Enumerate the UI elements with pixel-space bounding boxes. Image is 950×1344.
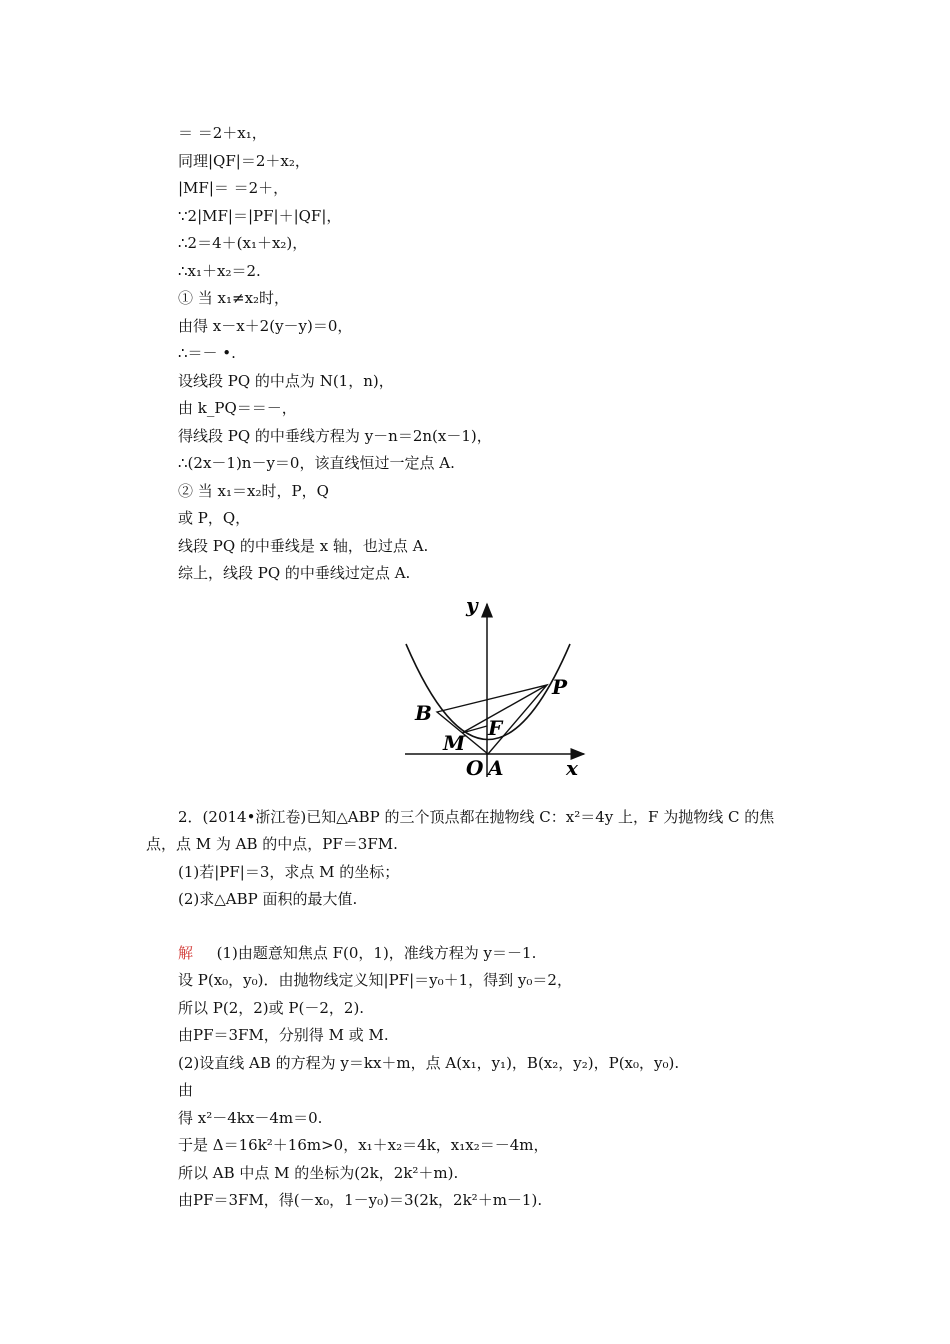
solution-line: 所以 AB 中点 M 的坐标为(2k，2k²＋m). bbox=[178, 1164, 459, 1182]
parabola-figure bbox=[400, 592, 600, 782]
solution-line: 由PF＝3FM，得(－x₀，1－y₀)＝3(2k，2k²＋m－1). bbox=[178, 1191, 543, 1209]
solution-line: 由PF＝3FM，分别得 M 或 M. bbox=[178, 1026, 389, 1044]
solution-line: 于是 Δ＝16k²＋16m>0，x₁＋x₂＝4k，x₁x₂＝－4m， bbox=[178, 1136, 549, 1154]
solution-line: 设线段 PQ 的中点为 N(1，n)， bbox=[178, 372, 394, 390]
label-y: y bbox=[466, 593, 478, 617]
label-b: B bbox=[415, 701, 432, 725]
solution-line: ∵2|MF|＝|PF|＋|QF|， bbox=[178, 207, 342, 225]
label-p: P bbox=[552, 675, 568, 699]
solution-line: 由 bbox=[178, 1081, 194, 1099]
label-x: x bbox=[566, 756, 578, 780]
label-a: A bbox=[488, 756, 504, 780]
solution-line: 由得 x－x＋2(y－y)＝0， bbox=[178, 317, 353, 335]
solution-line: 得 x²－4kx－4m＝0. bbox=[178, 1109, 323, 1127]
solution-line: ∴2＝4＋(x₁＋x₂)， bbox=[178, 234, 308, 252]
solution-line: 同理|QF|＝2＋x₂， bbox=[178, 152, 310, 170]
solution-line: |MF|＝ ＝2＋， bbox=[178, 179, 289, 197]
solution-line: ① 当 x₁≠x₂时， bbox=[178, 289, 290, 307]
problem-part-1: (1)若|PF|＝3，求点 M 的坐标； bbox=[178, 863, 400, 881]
solution-first-line bbox=[178, 942, 536, 964]
solution-line: (2)设直线 AB 的方程为 y＝kx＋m，点 A(x₁，y₁)，B(x₂，y₂)，P(x₀，y₀). bbox=[178, 1054, 680, 1072]
solution-line: ∴x₁＋x₂＝2. bbox=[178, 262, 261, 280]
label-f: F bbox=[488, 716, 503, 740]
problem-part-2: (2)求△ABP 面积的最大值. bbox=[178, 890, 358, 908]
solution-line: ② 当 x₁＝x₂时，P，Q bbox=[178, 482, 329, 500]
solution-line: 线段 PQ 的中垂线是 x 轴，也过点 A. bbox=[178, 537, 429, 555]
label-o: O bbox=[466, 756, 484, 780]
problem-statement-line: 2．(2014•浙江卷)已知△ABP 的三个顶点都在抛物线 C：x²＝4y 上，F 为抛物线 C 的焦 bbox=[178, 808, 775, 826]
solution-line: 综上，线段 PQ 的中垂线过定点 A. bbox=[178, 564, 411, 582]
solution-label: 解 bbox=[178, 944, 194, 962]
solution-line: 或 P，Q， bbox=[178, 509, 251, 527]
solution-text: (1)由题意知焦点 F(0，1)，准线方程为 y＝－1. bbox=[216, 944, 537, 962]
solution-line: 所以 P(2，2)或 P(－2，2). bbox=[178, 999, 365, 1017]
solution-line: 由 k_PQ＝＝－， bbox=[178, 399, 297, 417]
label-m: M bbox=[443, 731, 466, 755]
solution-line: 设 P(x₀，y₀)．由抛物线定义知|PF|＝y₀＋1，得到 y₀＝2， bbox=[178, 971, 572, 989]
solution-line: 得线段 PQ 的中垂线方程为 y－n＝2n(x－1)， bbox=[178, 427, 492, 445]
solution-line: ＝ ＝2＋x₁， bbox=[178, 124, 267, 142]
segment-mf bbox=[462, 726, 487, 733]
problem-statement-line: 点，点 M 为 AB 的中点，PF＝3FM. bbox=[146, 835, 398, 853]
solution-line: ∴(2x－1)n－y＝0，该直线恒过一定点 A. bbox=[178, 454, 455, 472]
solution-line: ∴＝－ •. bbox=[178, 344, 236, 362]
